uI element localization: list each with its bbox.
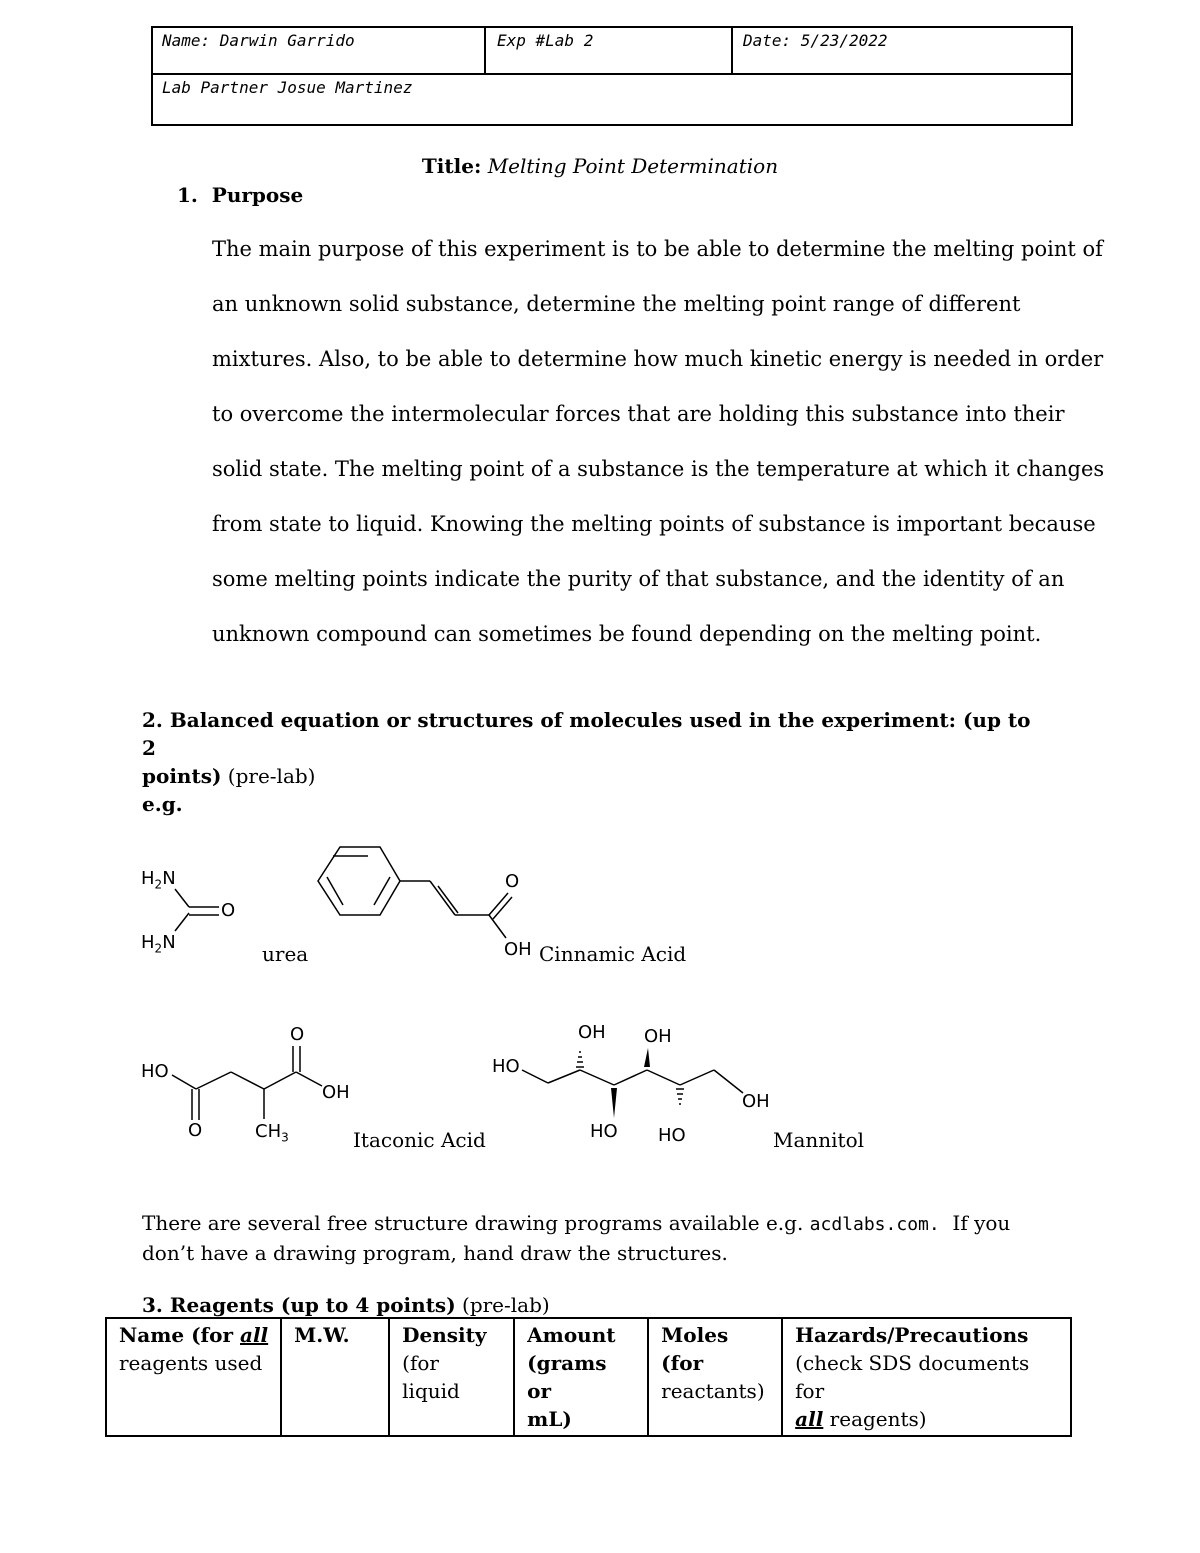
section3-normal: (pre-lab) [455,1293,550,1317]
mannitol-ho-left: HO [492,1056,520,1077]
acdlabs-link[interactable]: acdlabs.com. [809,1214,940,1235]
cinnamic-oh: OH [504,939,532,960]
date: Date: 5/23/2022 [743,31,888,50]
purpose-line: from state to liquid. Knowing the melting points of substance is important because [212,512,1096,536]
cinnamic-label: Cinnamic Acid [539,942,687,966]
col-name [106,1318,281,1436]
col-amount-text2: (grams or [527,1351,607,1403]
col-hazards [782,1318,1071,1436]
purpose-line: unknown compound can sometimes be found depending on the melting point. [212,622,1042,646]
section2-line1: 2. Balanced equation or structures of molecules used in the experiment: (up to 2 [142,708,1031,760]
drawing-programs-note [142,1209,1062,1267]
table-header-row [106,1318,1071,1436]
title-text: Melting Point Determination [487,154,779,178]
col-density-text: Density [402,1323,487,1347]
lab-partner: Lab Partner Josue Martinez [162,78,413,97]
itaconic-oh: OH [322,1082,350,1103]
col-name-text: Name (for [119,1323,240,1347]
col-amount-text3: mL) [527,1407,572,1431]
mannitol-oh-1: OH [578,1022,606,1043]
title-label: Title: [421,154,482,178]
col-amount-text: Amount [527,1323,616,1347]
urea-label: urea [262,942,309,966]
mannitol-oh-2: OH [644,1026,672,1047]
col-amount [514,1318,648,1436]
col-hazards-text3: reagents) [823,1407,927,1431]
section3-heading [142,1293,550,1317]
purpose-line: mixtures. Also, to be able to determine how much kinetic energy is needed in order [212,347,1104,371]
col-hazards-text2: (check SDS documents for [795,1351,1030,1403]
col-moles-text2: reactants) [661,1379,765,1403]
mannitol-oh-right: OH [742,1091,770,1112]
urea-o: O [221,900,236,921]
col-name-text2: reagents used [119,1351,263,1375]
col-density-text2: (for liquid [402,1351,460,1403]
col-hazards-all: all [795,1407,824,1431]
student-name: Name: Darwin Garrido [162,31,355,50]
purpose-line: an unknown solid substance, determine the melting point range of different [212,292,1021,316]
cinnamic-o: O [505,871,520,892]
col-hazards-text: Hazards/Precautions [795,1323,1029,1347]
note-text-end: If you [939,1211,1011,1235]
col-name-all: all [240,1323,269,1347]
note-line2: don’t have a drawing program, hand draw the structures. [142,1241,728,1265]
purpose-line: some melting points indicate the purity of that substance, and the identity of an [212,567,1065,591]
note-text: There are several free structure drawing programs available e.g. [142,1211,810,1235]
col-moles-text: Moles (for [661,1323,729,1375]
itaconic-label: Itaconic Acid [353,1128,486,1152]
itaconic-o-bottom: O [188,1120,203,1141]
purpose-line: solid state. The melting point of a substance is the temperature at which it changes [212,457,1105,481]
experiment-number: Exp #Lab 2 [497,31,594,50]
urea-h2n-bottom: $H_2N$ [141,932,176,956]
col-mw: M.W. [281,1318,389,1436]
mannitol-ho-2: HO [658,1125,686,1146]
itaconic-ho: HO [141,1061,169,1082]
urea-h2n-top: $H_2N$ [141,868,176,892]
purpose-heading: 1. Purpose [177,183,304,207]
section3-bold: 3. Reagents (up to 4 points) [142,1293,456,1317]
col-moles [648,1318,782,1436]
itaconic-o-top: O [290,1024,305,1045]
mannitol-ho-1: HO [590,1121,618,1142]
col-density [389,1318,514,1436]
itaconic-ch3: $CH_3$ [255,1121,289,1145]
purpose-line: to overcome the intermolecular forces that are holding this substance into their [212,402,1065,426]
purpose-line: The main purpose of this experiment is to be able to determine the melting point of [212,237,1103,261]
section2-line2-bold: points) [142,764,222,788]
reagents-table [105,1317,1072,1437]
section2-line2-normal: (pre-lab) [221,764,316,788]
mannitol-label: Mannitol [773,1128,865,1152]
section2-eg: e.g. [142,792,183,816]
